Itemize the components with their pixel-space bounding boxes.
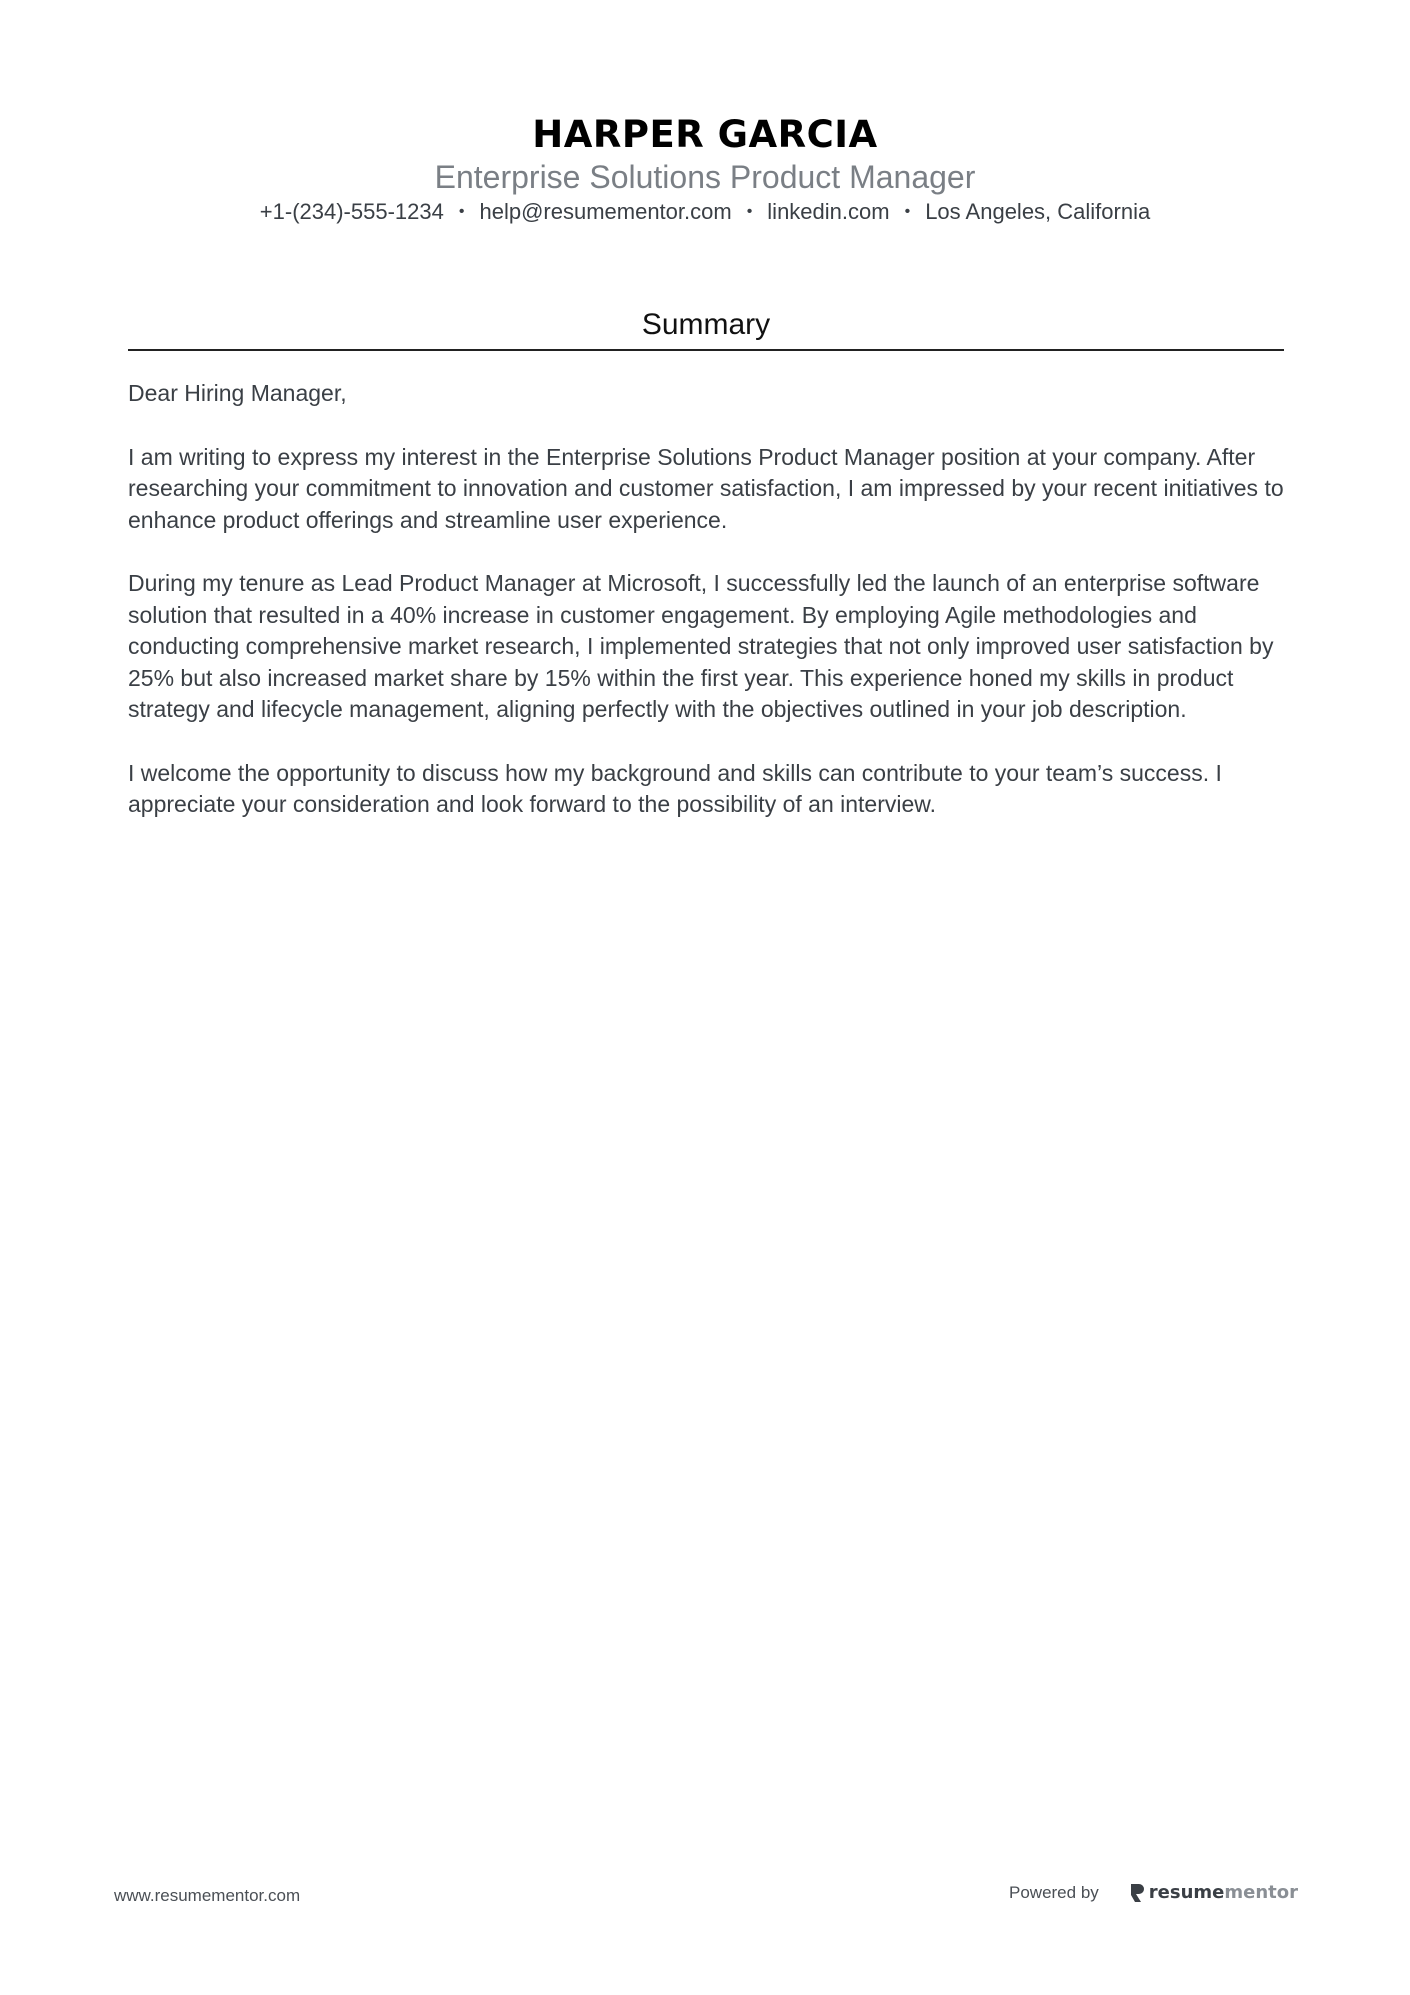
contact-separator: • xyxy=(458,203,465,220)
letter-paragraph: I welcome the opportunity to discuss how my background and skills can contribute to your team’s success. I appreciate your consideration and look forward to the possibility of an interview. xyxy=(128,759,1222,817)
candidate-name: HARPER GARCIA xyxy=(532,113,878,156)
contact-linkedin[interactable]: linkedin.com xyxy=(767,199,890,224)
section-title-summary: Summary xyxy=(641,308,771,341)
section-divider xyxy=(128,349,1284,351)
contact-email[interactable]: help@resumementor.com xyxy=(479,199,732,224)
letter-paragraph: I am writing to express my interest in the Enterprise Solutions Product Manager position at your company. After researching your commitment to innovation and customer satisfaction, I am impressed by your recent initiatives to enhance product offerings and streamline user experience. xyxy=(128,443,1284,533)
contact-separator: • xyxy=(746,203,753,220)
job-title: Enterprise Solutions Product Manager xyxy=(434,159,976,195)
brand-logo[interactable] xyxy=(1129,1882,1298,1903)
footer-branding xyxy=(1009,1882,1298,1903)
powered-by-label: Powered by xyxy=(1009,1882,1099,1902)
contact-separator: • xyxy=(904,203,911,220)
contact-line xyxy=(0,198,1410,226)
contact-phone: +1-(234)-555-1234 xyxy=(259,199,444,224)
cover-letter-body xyxy=(128,378,1288,853)
contact-location: Los Angeles, California xyxy=(925,199,1151,224)
resumementor-logo-icon xyxy=(1129,1883,1145,1903)
brand-name-light: mentor xyxy=(1224,1882,1298,1903)
footer-website[interactable]: www.resumementor.com xyxy=(114,1886,301,1905)
resume-header xyxy=(0,112,1410,226)
letter-paragraph: During my tenure as Lead Product Manager at Microsoft, I successfully led the launch of an enterprise software solution that resulted in a 40% increase in customer engagement. By employing Agile methodologies and conducting comprehensive market research, I implemented strategies that not only improved user satisfaction by 25% but also increased market share by 15% within the first year. This experience honed my skills in product strategy and lifecycle management, aligning perfectly with the objectives outlined in your job description. xyxy=(128,570,1274,722)
letter-greeting: Dear Hiring Manager, xyxy=(128,380,347,406)
brand-name-bold: resume xyxy=(1148,1882,1225,1903)
